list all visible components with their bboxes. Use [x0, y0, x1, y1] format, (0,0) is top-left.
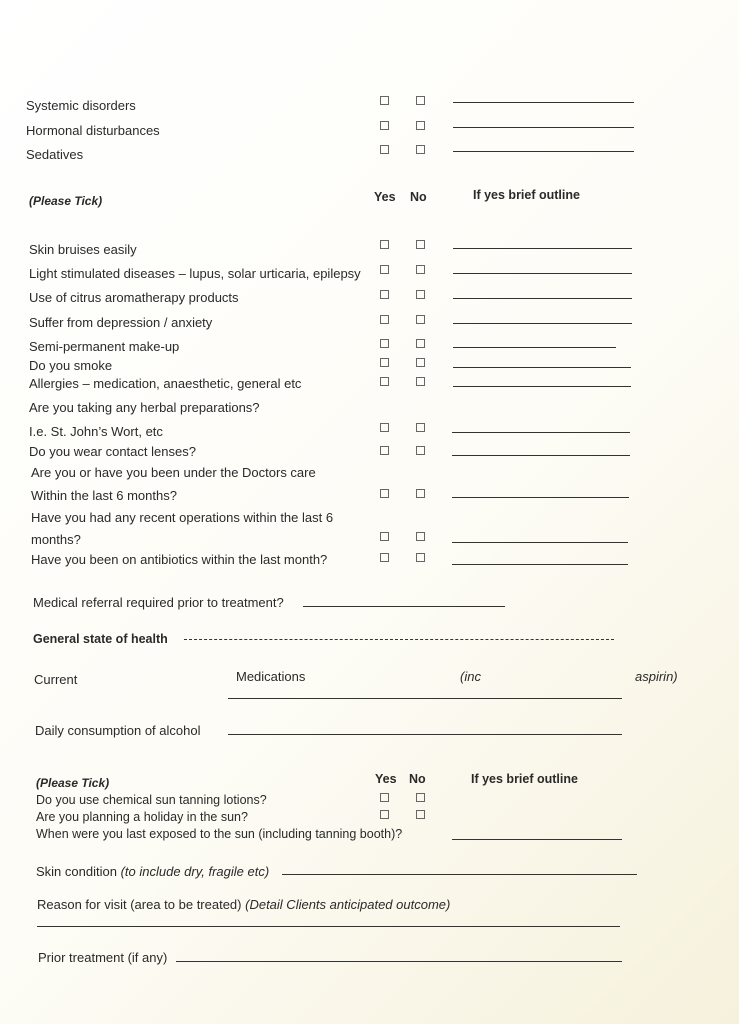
yes-checkbox-citrus-aromatherapy[interactable] — [380, 290, 389, 299]
no-checkbox-contact-lenses[interactable] — [416, 446, 425, 455]
label-st-johns-wort: I.e. St. John’s Wort, etc — [29, 424, 163, 439]
label-systemic-disorders: Systemic disorders — [26, 98, 136, 113]
label-sun-tanning-lotions: Do you use chemical sun tanning lotions? — [36, 793, 267, 807]
no-checkbox-holiday-sun[interactable] — [416, 810, 425, 819]
no-column-heading-2: No — [409, 772, 426, 786]
outline-line-antibiotics[interactable] — [452, 564, 628, 565]
outline-line-hormonal-disturbances[interactable] — [453, 127, 634, 128]
no-checkbox-sedatives[interactable] — [416, 145, 425, 154]
label-smoke: Do you smoke — [29, 358, 113, 373]
no-column-heading: No — [410, 190, 427, 204]
no-checkbox-smoke[interactable] — [416, 358, 425, 367]
no-checkbox-doctors-care[interactable] — [416, 489, 425, 498]
general-health-heading: General state of health — [33, 632, 168, 646]
label-aspirin: aspirin) — [635, 669, 678, 684]
yes-checkbox-holiday-sun[interactable] — [380, 810, 389, 819]
label-reason-for-visit — [37, 898, 450, 911]
outline-line-citrus-aromatherapy[interactable] — [453, 298, 632, 299]
no-checkbox-recent-operations[interactable] — [416, 532, 425, 541]
no-checkbox-allergies[interactable] — [416, 377, 425, 386]
no-checkbox-depression-anxiety[interactable] — [416, 315, 425, 324]
label-recent-operations: Have you had any recent operations within the last 6 — [31, 510, 334, 525]
general-health-line[interactable] — [184, 639, 614, 640]
label-medications: Medications — [236, 669, 306, 684]
medications-line[interactable] — [228, 698, 622, 699]
label-holiday-sun: Are you planning a holiday in the sun? — [36, 810, 248, 824]
label-allergies: Allergies – medication, anaesthetic, general etc — [29, 376, 302, 391]
no-checkbox-skin-bruises[interactable] — [416, 240, 425, 249]
label-prior-treatment: Prior treatment (if any) — [38, 950, 168, 965]
label-depression-anxiety: Suffer from depression / anxiety — [29, 315, 213, 330]
yes-checkbox-sun-tanning-lotions[interactable] — [380, 793, 389, 802]
label-semi-permanent-makeup: Semi-permanent make-up — [29, 339, 180, 354]
yes-checkbox-doctors-care[interactable] — [380, 489, 389, 498]
outline-line-recent-operations[interactable] — [452, 542, 628, 543]
outline-line-allergies[interactable] — [453, 386, 631, 387]
outline-line-contact-lenses[interactable] — [452, 455, 630, 456]
yes-checkbox-light-stimulated[interactable] — [380, 265, 389, 274]
outline-line-doctors-care[interactable] — [452, 497, 629, 498]
label-skin-bruises: Skin bruises easily — [29, 242, 137, 257]
label-hormonal-disturbances: Hormonal disturbances — [26, 123, 160, 138]
outline-line-systemic-disorders[interactable] — [453, 102, 634, 103]
label-medical-referral: Medical referral required prior to treatment? — [33, 595, 284, 610]
yes-column-heading-2: Yes — [375, 772, 397, 786]
label-skin-condition — [36, 865, 269, 878]
no-checkbox-light-stimulated[interactable] — [416, 265, 425, 274]
outline-line-light-stimulated[interactable] — [453, 273, 632, 274]
no-checkbox-sun-tanning-lotions[interactable] — [416, 793, 425, 802]
label-last-sun-exposure: When were you last exposed to the sun (including tanning booth)? — [36, 827, 403, 841]
no-checkbox-herbal-preparations[interactable] — [416, 423, 425, 432]
yes-checkbox-sedatives[interactable] — [380, 145, 389, 154]
yes-checkbox-herbal-preparations[interactable] — [380, 423, 389, 432]
label-citrus-aromatherapy: Use of citrus aromatherapy products — [29, 290, 239, 305]
label-inc: (inc — [460, 669, 481, 684]
skin-condition-text: Skin condition — [36, 864, 117, 879]
label-contact-lenses: Do you wear contact lenses? — [29, 444, 196, 459]
reason-for-visit-line[interactable] — [37, 926, 620, 927]
prior-treatment-line[interactable] — [176, 961, 622, 962]
medical-referral-line[interactable] — [303, 606, 505, 607]
yes-checkbox-systemic-disorders[interactable] — [380, 96, 389, 105]
skin-condition-hint: (to include dry, fragile etc) — [120, 864, 270, 879]
last-sun-exposure-line[interactable] — [452, 839, 622, 840]
no-checkbox-antibiotics[interactable] — [416, 553, 425, 562]
please-tick-heading-2: (Please Tick) — [36, 776, 110, 790]
outline-line-depression-anxiety[interactable] — [453, 323, 632, 324]
outline-column-heading-2: If yes brief outline — [471, 772, 578, 786]
label-within-6-months: Within the last 6 months? — [31, 488, 177, 503]
yes-column-heading: Yes — [374, 190, 396, 204]
outline-line-herbal-preparations[interactable] — [452, 432, 630, 433]
yes-checkbox-recent-operations[interactable] — [380, 532, 389, 541]
label-months: months? — [31, 532, 81, 547]
yes-checkbox-semi-permanent-makeup[interactable] — [380, 339, 389, 348]
outline-line-smoke[interactable] — [453, 367, 631, 368]
yes-checkbox-contact-lenses[interactable] — [380, 446, 389, 455]
outline-line-semi-permanent-makeup[interactable] — [453, 347, 616, 348]
no-checkbox-hormonal-disturbances[interactable] — [416, 121, 425, 130]
yes-checkbox-smoke[interactable] — [380, 358, 389, 367]
label-current: Current — [34, 672, 78, 687]
yes-checkbox-hormonal-disturbances[interactable] — [380, 121, 389, 130]
yes-checkbox-allergies[interactable] — [380, 377, 389, 386]
alcohol-line[interactable] — [228, 734, 622, 735]
outline-line-skin-bruises[interactable] — [453, 248, 632, 249]
label-antibiotics: Have you been on antibiotics within the last month? — [31, 552, 328, 567]
label-herbal-preparations: Are you taking any herbal preparations? — [29, 400, 260, 415]
skin-condition-line[interactable] — [282, 874, 637, 875]
please-tick-heading: (Please Tick) — [29, 194, 103, 208]
label-alcohol: Daily consumption of alcohol — [35, 723, 201, 738]
no-checkbox-systemic-disorders[interactable] — [416, 96, 425, 105]
no-checkbox-citrus-aromatherapy[interactable] — [416, 290, 425, 299]
reason-hint: (Detail Clients anticipated outcome) — [245, 897, 451, 912]
yes-checkbox-antibiotics[interactable] — [380, 553, 389, 562]
reason-text: Reason for visit (area to be treated) — [37, 897, 242, 912]
label-light-stimulated: Light stimulated diseases – lupus, solar urticaria, epilepsy — [29, 266, 361, 281]
outline-column-heading: If yes brief outline — [473, 188, 580, 202]
label-sedatives: Sedatives — [26, 147, 84, 162]
no-checkbox-semi-permanent-makeup[interactable] — [416, 339, 425, 348]
yes-checkbox-depression-anxiety[interactable] — [380, 315, 389, 324]
label-doctors-care: Are you or have you been under the Doctors care — [31, 465, 316, 480]
outline-line-sedatives[interactable] — [453, 151, 634, 152]
yes-checkbox-skin-bruises[interactable] — [380, 240, 389, 249]
